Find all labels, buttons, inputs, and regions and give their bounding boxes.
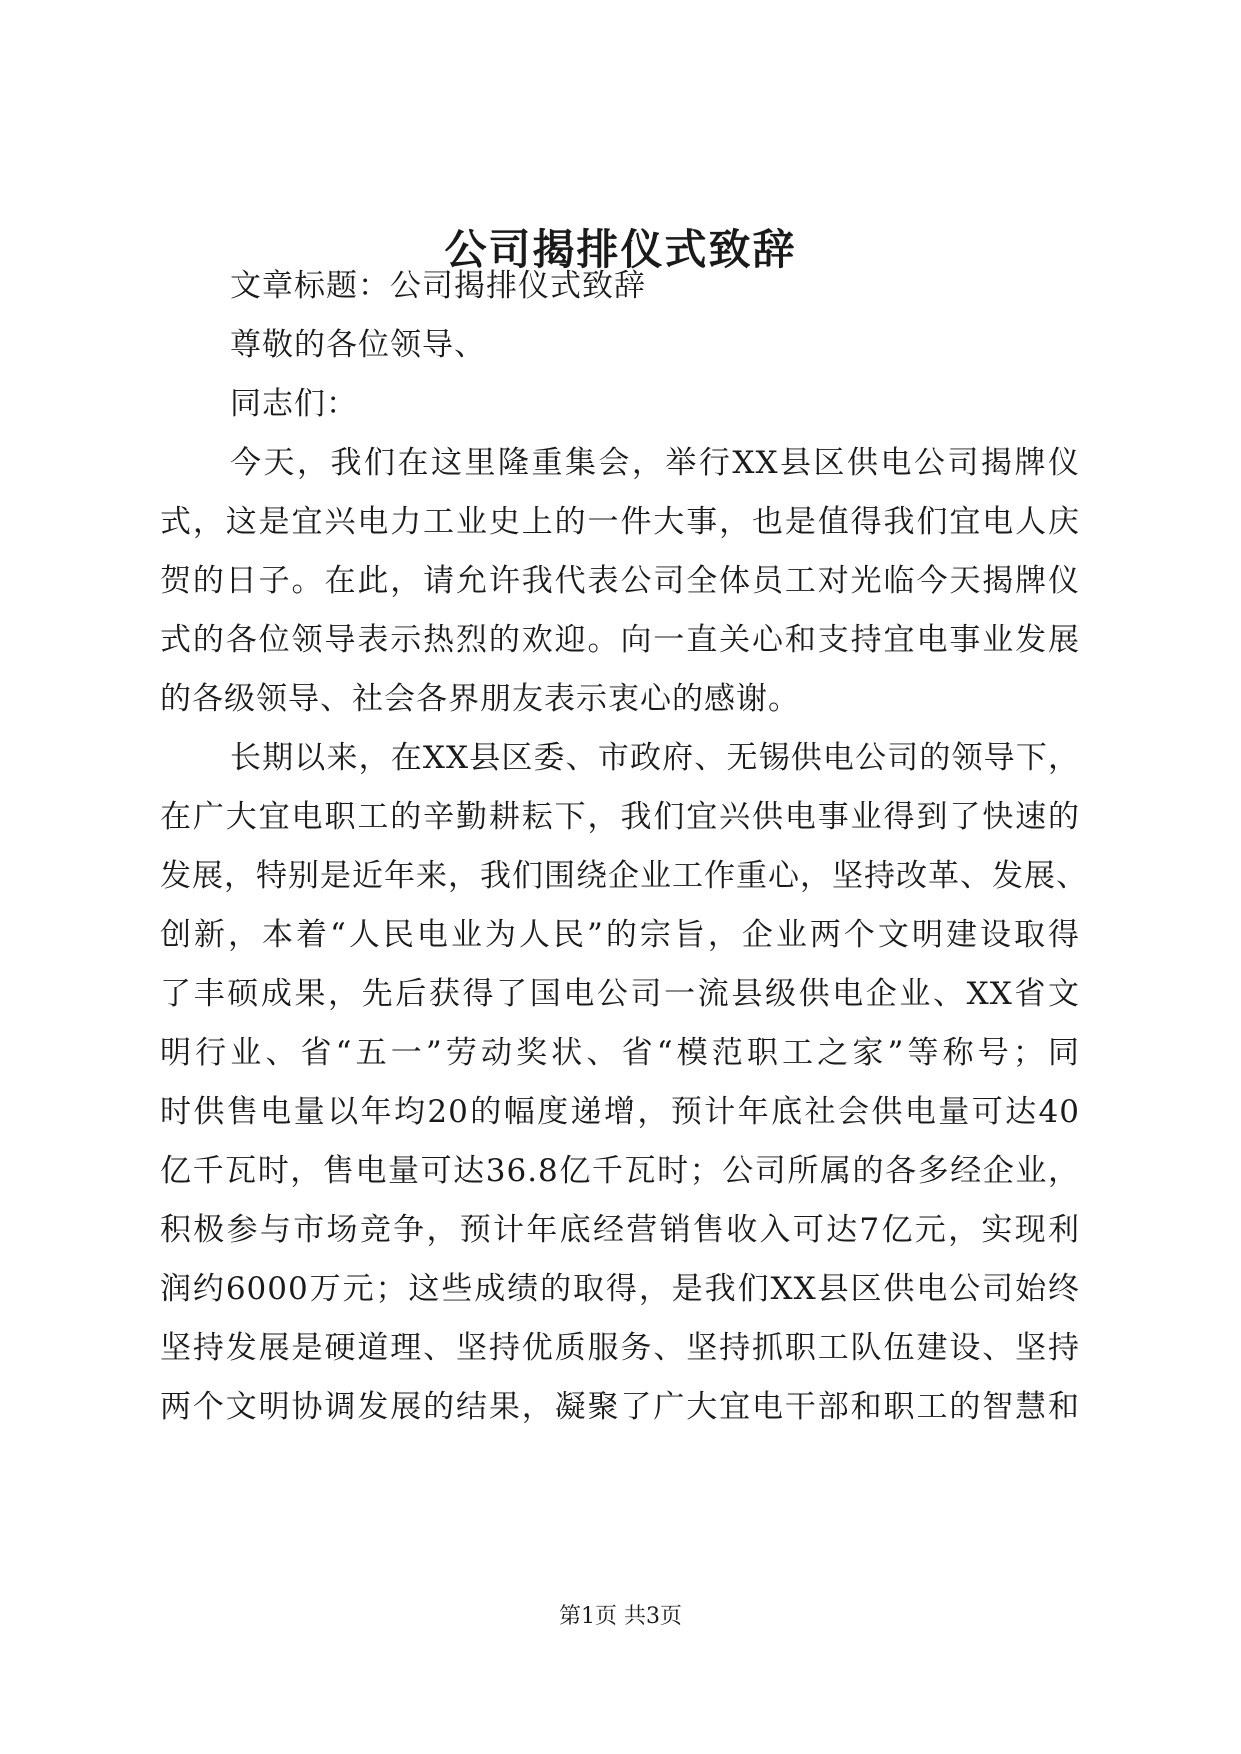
paragraph-line: 创新，本着“人民电业为人民”的宗旨，企业两个文明建设取得 <box>160 917 1080 953</box>
paragraph-line: 积极参与市场竞争，预计年底经营销售收入可达7亿元，实现利 <box>160 1212 1080 1248</box>
paragraph-line: 发展，特别是近年来，我们围绕企业工作重心，坚持改革、发展、 <box>160 858 1088 894</box>
salutation-line: 尊敬的各位领导、 <box>230 327 486 363</box>
paragraph-line: 坚持发展是硬道理、坚持优质服务、坚持抓职工队伍建设、坚持 <box>160 1330 1080 1366</box>
paragraph-line: 式的各位领导表示热烈的欢迎。向一直关心和支持宜电事业发展 <box>160 622 1080 658</box>
paragraph-line: 贺的日子。在此，请允许我代表公司全体员工对光临今天揭牌仪 <box>160 563 1080 599</box>
paragraph-line: 两个文明协调发展的结果，凝聚了广大宜电干部和职工的智慧和 <box>160 1389 1080 1425</box>
paragraph-line: 时供售电量以年均20的幅度递增，预计年底社会供电量可达40 <box>160 1094 1080 1130</box>
article-heading-line: 文章标题：公司揭排仪式致辞 <box>230 268 646 304</box>
page-indicator: 第1页 共3页 <box>559 1604 682 1629</box>
paragraph-line: 明行业、省“五一”劳动奖状、省“模范职工之家”等称号；同 <box>160 1035 1080 1071</box>
paragraph-line: 今天，我们在这里隆重集会，举行XX县区供电公司揭牌仪 <box>230 445 1080 481</box>
paragraph-line: 了丰硕成果，先后获得了国电公司一流县级供电企业、XX省文 <box>160 976 1080 1012</box>
paragraph-line: 润约6000万元；这些成绩的取得，是我们XX县区供电公司始终 <box>160 1271 1080 1307</box>
paragraph-line: 亿千瓦时，售电量可达36.8亿千瓦时；公司所属的各多经企业， <box>160 1153 1080 1189</box>
paragraph-line: 的各级领导、社会各界朋友表示衷心的感谢。 <box>160 681 800 717</box>
salutation-line: 同志们： <box>230 386 358 422</box>
paragraph-line: 在广大宜电职工的辛勤耕耘下，我们宜兴供电事业得到了快速的 <box>160 799 1080 835</box>
document-title: 公司揭排仪式致辞 <box>444 225 797 274</box>
paragraph-line: 式，这是宜兴电力工业史上的一件大事，也是值得我们宜电人庆 <box>160 504 1080 540</box>
paragraph-line: 长期以来，在XX县区委、市政府、无锡供电公司的领导下， <box>230 740 1080 776</box>
